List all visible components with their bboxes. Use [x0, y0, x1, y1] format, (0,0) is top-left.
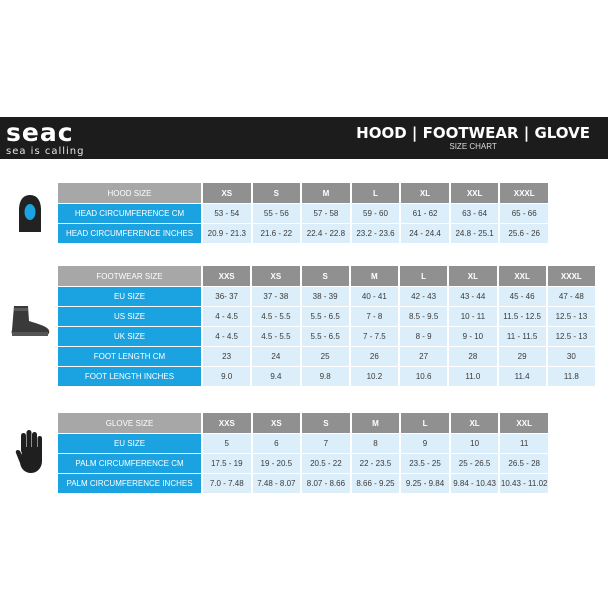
size-header: L	[400, 266, 447, 286]
size-header: M	[351, 266, 398, 286]
row-label: UK SIZE	[58, 326, 201, 346]
size-header: XXL	[500, 413, 548, 433]
table-cell: 43 - 44	[449, 286, 496, 306]
size-header: XXXL	[500, 183, 548, 203]
size-header: XXL	[499, 266, 546, 286]
row-label: EU SIZE	[58, 433, 201, 453]
table-cell: 59 - 60	[352, 203, 400, 223]
table-cell: 10.2	[351, 366, 398, 386]
size-header: XXL	[451, 183, 499, 203]
table-cell: 8.66 - 9.25	[352, 473, 400, 493]
table-cell: 25.6 - 26	[500, 223, 548, 243]
table-cell: 45 - 46	[499, 286, 546, 306]
size-header: XL	[451, 413, 499, 433]
title-block	[356, 124, 590, 152]
row-label: FOOT LENGTH CM	[58, 346, 201, 366]
row-label: PALM CIRCUMFERENCE CM	[58, 453, 201, 473]
boot-icon	[9, 304, 51, 340]
size-header: XS	[203, 183, 251, 203]
table-cell: 9.84 - 10.43	[451, 473, 499, 493]
table-cell: 8 - 9	[400, 326, 447, 346]
table-cell: 11	[500, 433, 548, 453]
table-row	[58, 306, 595, 326]
row-label: PALM CIRCUMFERENCE INCHES	[58, 473, 201, 493]
brand-name: seac	[6, 118, 74, 147]
glove-size-table	[56, 413, 550, 493]
table-cell: 12.5 - 13	[548, 326, 595, 346]
row-label: HEAD CIRCUMFERENCE CM	[58, 203, 201, 223]
glove-size-label: GLOVE SIZE	[58, 413, 201, 433]
size-header: S	[253, 183, 301, 203]
table-row	[58, 366, 595, 386]
table-cell: 9.0	[203, 366, 250, 386]
table-cell: 23	[203, 346, 250, 366]
table-row	[58, 223, 548, 243]
table-cell: 21.6 - 22	[253, 223, 301, 243]
page-subtitle: SIZE CHART	[449, 142, 497, 151]
table-cell: 10	[451, 433, 499, 453]
table-cell: 9.8	[302, 366, 349, 386]
table-cell: 11 - 11.5	[499, 326, 546, 346]
table-cell: 28	[449, 346, 496, 366]
table-cell: 61 - 62	[401, 203, 449, 223]
table-cell: 7 - 7.5	[351, 326, 398, 346]
table-cell: 8.5 - 9.5	[400, 306, 447, 326]
table-cell: 19 - 20.5	[253, 453, 301, 473]
table-cell: 8.07 - 8.66	[302, 473, 350, 493]
table-row	[58, 433, 548, 453]
size-header: XS	[253, 413, 301, 433]
table-cell: 4 - 4.5	[203, 326, 250, 346]
table-cell: 20.9 - 21.3	[203, 223, 251, 243]
row-label: EU SIZE	[58, 286, 201, 306]
table-cell: 30	[548, 346, 595, 366]
table-cell: 7.48 - 8.07	[253, 473, 301, 493]
table-row	[58, 326, 595, 346]
table-cell: 57 - 58	[302, 203, 350, 223]
table-cell: 10.6	[400, 366, 447, 386]
hood-size-label: HOOD SIZE	[58, 183, 201, 203]
table-cell: 11.4	[499, 366, 546, 386]
table-cell: 23.2 - 23.6	[352, 223, 400, 243]
hood-header-row	[58, 183, 548, 203]
size-header: XS	[252, 266, 299, 286]
table-cell: 22.4 - 22.8	[302, 223, 350, 243]
table-cell: 4.5 - 5.5	[252, 306, 299, 326]
table-cell: 9.25 - 9.84	[401, 473, 449, 493]
table-cell: 26	[351, 346, 398, 366]
table-cell: 11.8	[548, 366, 595, 386]
row-label: US SIZE	[58, 306, 201, 326]
table-cell: 5.5 - 6.5	[302, 326, 349, 346]
footwear-header-row	[58, 266, 595, 286]
table-row	[58, 346, 595, 366]
size-header: L	[401, 413, 449, 433]
table-cell: 7 - 8	[351, 306, 398, 326]
table-row	[58, 473, 548, 493]
table-cell: 4.5 - 5.5	[252, 326, 299, 346]
table-cell: 53 - 54	[203, 203, 251, 223]
table-row	[58, 453, 548, 473]
hood-icon	[18, 194, 42, 234]
table-cell: 25 - 26.5	[451, 453, 499, 473]
size-header: M	[302, 183, 350, 203]
size-header: XXXL	[548, 266, 595, 286]
table-cell: 25	[302, 346, 349, 366]
table-cell: 38 - 39	[302, 286, 349, 306]
size-header: XXS	[203, 413, 251, 433]
table-cell: 7	[302, 433, 350, 453]
glove-header-row	[58, 413, 548, 433]
table-cell: 37 - 38	[252, 286, 299, 306]
table-cell: 4 - 4.5	[203, 306, 250, 326]
table-cell: 55 - 56	[253, 203, 301, 223]
table-cell: 24	[252, 346, 299, 366]
table-cell: 11.5 - 12.5	[499, 306, 546, 326]
table-cell: 6	[253, 433, 301, 453]
size-header: L	[352, 183, 400, 203]
table-cell: 63 - 64	[451, 203, 499, 223]
table-cell: 10 - 11	[449, 306, 496, 326]
table-row	[58, 286, 595, 306]
table-row	[58, 203, 548, 223]
table-cell: 24 - 24.4	[401, 223, 449, 243]
table-cell: 9	[401, 433, 449, 453]
table-cell: 26.5 - 28	[500, 453, 548, 473]
size-header: XXS	[203, 266, 250, 286]
table-cell: 9.4	[252, 366, 299, 386]
footwear-size-label: FOOTWEAR SIZE	[58, 266, 201, 286]
size-header: S	[302, 413, 350, 433]
table-cell: 7.0 - 7.48	[203, 473, 251, 493]
hood-size-table	[56, 183, 550, 243]
header-banner	[0, 117, 608, 159]
table-cell: 24.8 - 25.1	[451, 223, 499, 243]
brand-logo	[6, 120, 84, 157]
table-cell: 10.43 - 11.02	[500, 473, 548, 493]
table-cell: 29	[499, 346, 546, 366]
size-header: XL	[401, 183, 449, 203]
row-label: FOOT LENGTH INCHES	[58, 366, 201, 386]
table-cell: 9 - 10	[449, 326, 496, 346]
row-label: HEAD CIRCUMFERENCE INCHES	[58, 223, 201, 243]
size-header: S	[302, 266, 349, 286]
page-title: HOOD | FOOTWEAR | GLOVE	[356, 124, 590, 142]
table-cell: 5.5 - 6.5	[302, 306, 349, 326]
footwear-size-table	[56, 266, 597, 386]
table-cell: 5	[203, 433, 251, 453]
table-cell: 17.5 - 19	[203, 453, 251, 473]
table-cell: 23.5 - 25	[401, 453, 449, 473]
table-cell: 27	[400, 346, 447, 366]
table-cell: 40 - 41	[351, 286, 398, 306]
table-cell: 47 - 48	[548, 286, 595, 306]
table-cell: 42 - 43	[400, 286, 447, 306]
table-cell: 8	[352, 433, 400, 453]
size-header: XL	[449, 266, 496, 286]
glove-icon	[14, 429, 48, 475]
table-cell: 22 - 23.5	[352, 453, 400, 473]
table-cell: 65 - 66	[500, 203, 548, 223]
size-header: M	[352, 413, 400, 433]
table-cell: 12.5 - 13	[548, 306, 595, 326]
table-cell: 11.0	[449, 366, 496, 386]
table-cell: 20.5 - 22	[302, 453, 350, 473]
brand-tagline: sea is calling	[6, 146, 85, 157]
table-cell: 36- 37	[203, 286, 250, 306]
